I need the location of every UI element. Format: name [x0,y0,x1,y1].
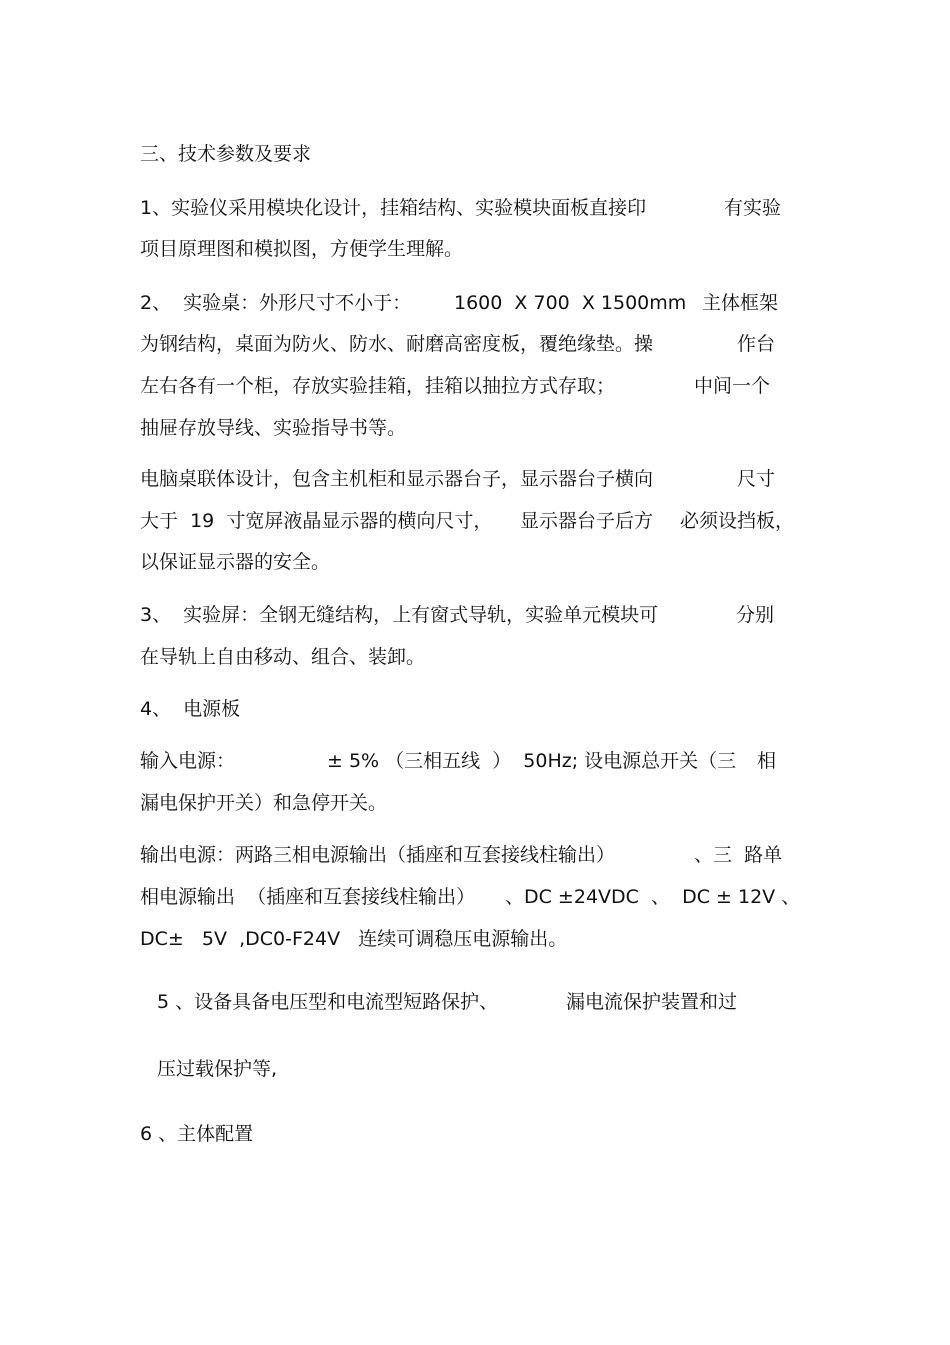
item-2-line-2: 为钢结构，桌面为防火、防水、耐磨高密度板，覆绝缘垫。操 [140,333,654,355]
input-power-tail: 相 [757,750,777,772]
desk-para-line-2: 大于 19 寸宽屏液晶显示器的横向尺寸， [140,510,493,532]
item-1-line-1: 1、实验仪采用模块化设计，挂箱结构、实验模块面板直接印 [140,197,647,219]
input-power-spec: ± 5% （三相五线 ） 50Hz; 设电源总开关（三 [327,750,737,772]
section-heading: 三、技术参数及要求 [140,143,312,165]
input-power-line-2: 漏电保护开关）和急停开关。 [140,792,388,814]
item-5-line-1: 5 、设备具备电压型和电流型短路保护、 [157,991,499,1013]
item-5-line-1-tail: 漏电流保护装置和过 [566,991,738,1013]
desk-para-line-1-tail: 尺寸 [737,468,776,490]
item-1-line-2: 项目原理图和模拟图，方便学生理解。 [140,238,464,260]
output-power-line-2: 相电源输出 （插座和互套接线柱输出） [140,886,476,908]
desk-para-line-3: 以保证显示器的安全。 [140,551,331,573]
item-2-line-1: 2、 实验桌：外形尺寸不小于： [140,292,412,314]
item-3-line-1: 3、 实验屏：全钢无缝结构，上有窗式导轨，实验单元模块可 [140,604,659,626]
desk-para-line-2-tail: 必须设挡板， [680,510,795,532]
output-power-line-3: DC± 5V ,DC0-F24V 连续可调稳压电源输出。 [140,928,568,950]
item-2-line-3-tail: 中间一个 [694,375,771,397]
item-4-heading: 4、 电源板 [140,698,241,720]
item-3-line-2: 在导轨上自由移动、组合、装卸。 [140,646,426,668]
item-6-heading: 6 、主体配置 [140,1123,254,1145]
output-power-line-2-tail: 、DC ±24VDC 、 DC ± 12V 、 [505,886,801,908]
item-2-line-1-tail: 主体框架 [702,292,779,314]
item-1-line-1-tail: 有实验 [724,197,782,219]
item-5-line-2: 压过载保护等, [157,1058,278,1080]
item-2-dimensions: 1600 X 700 X 1500mm [454,292,687,314]
input-power-label: 输入电源： [140,750,236,772]
item-2-line-4: 抽屉存放导线、实验指导书等。 [140,417,407,439]
desk-para-line-1: 电脑桌联体设计，包含主机柜和显示器台子，显示器台子横向 [140,468,654,490]
item-2-line-3: 左右各有一个柜，存放实验挂箱，挂箱以抽拉方式存取； [140,375,616,397]
item-3-line-1-tail: 分别 [736,604,775,626]
output-power-line-1: 输出电源：两路三相电源输出（插座和互套接线柱输出） [140,844,616,866]
item-2-line-2-tail: 作台 [737,333,776,355]
output-power-line-1-tail: 、三 路单 [694,844,783,866]
desk-para-line-2-mid: 显示器台子后方 [520,510,654,532]
